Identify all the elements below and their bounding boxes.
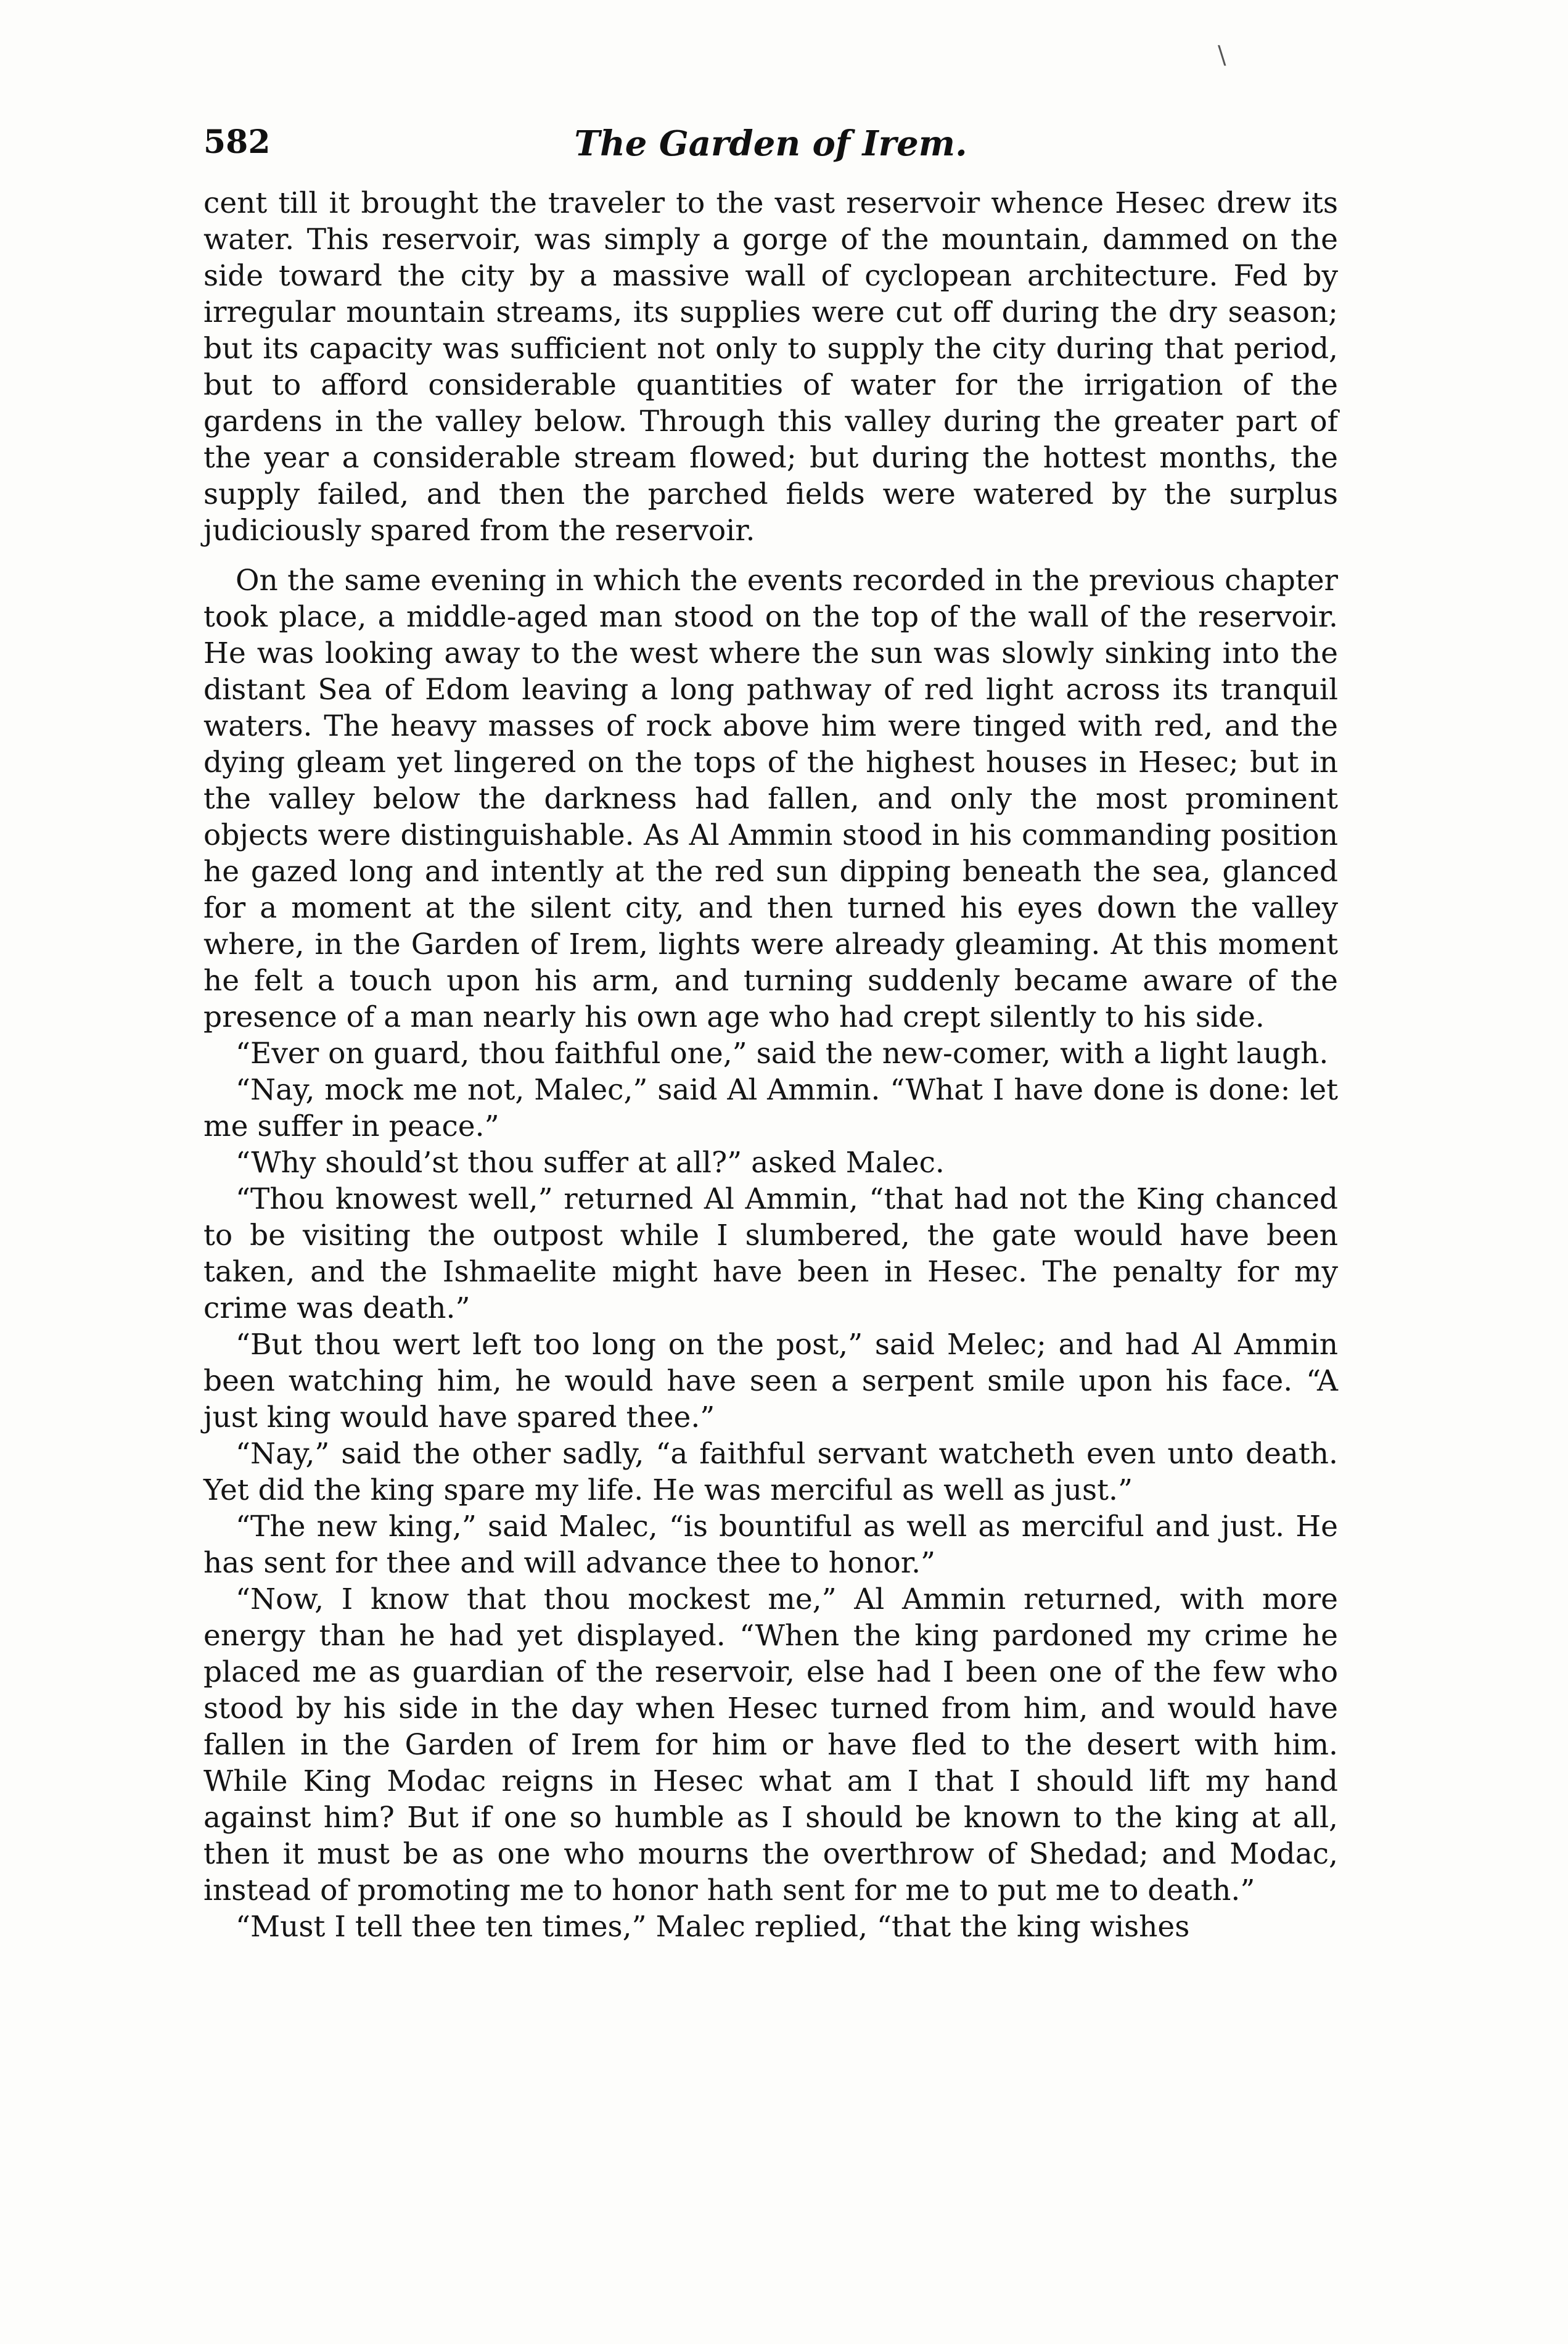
paragraph: “Nay, mock me not, Malec,” said Al Ammin. “What I have done is done: let me suffer in peace.”: [203, 1073, 1338, 1143]
paragraph: “Now, I know that thou mockest me,” Al Ammin returned, with more energy than he had yet displayed. “When the king pardoned my crime he placed me as guardian of the reservoir, else had I been one of the few who stood by his side in the day when Hesec turned from him, and would have fallen in the Garden of Irem for him or have fled to the desert with him. While King Modac reigns in Hesec what am I that I should lift my hand against him? But if one so humble as I should be known to the king at all, then it must be as one who mourns the overthrow of Shedad; and Modac, instead of promoting me to honor hath sent for me to put me to death.”: [203, 1582, 1338, 1907]
paragraph: “Must I tell thee ten times,” Malec replied, “that the king wishes: [236, 1910, 1190, 1944]
page-header: [203, 123, 1338, 173]
paragraph: “Ever on guard, thou faithful one,” said the new-comer, with a light laugh.: [236, 1037, 1329, 1071]
scan-speck: \: [1218, 41, 1226, 70]
paragraph: cent till it brought the traveler to the vast reservoir whence Hesec drew its water. This reservoir, was simply a gorge of the mountain, dammed on the side toward the city by a massive wall of cyclopean architecture. Fed by irregular mountain streams, its supplies were cut off during the dry season; but its capacity was sufficient not only to supply the city during that period, but to afford considerable quantities of water for the irrigation of the gardens in the valley below. Through this valley during the greater part of the year a considerable stream flowed; but during the hottest months, the supply failed, and then the parched fields were watered by the surplus judiciously spared from the reservoir.: [203, 186, 1338, 548]
paragraph: “Thou knowest well,” returned Al Ammin, “that had not the King chanced to be visiting the outpost while I slumbered, the gate would have been taken, and the Ishmaelite might have been in Hesec. The penalty for my crime was death.”: [203, 1182, 1338, 1325]
paragraph: “But thou wert left too long on the post,” said Melec; and had Al Ammin been watching him, he would have seen a serpent smile upon his face. “A just king would have spared thee.”: [203, 1328, 1338, 1434]
page-number: 582: [203, 123, 271, 161]
running-title: The Garden of Irem.: [574, 123, 967, 164]
paragraph: “Why should’st thou suffer at all?” asked Malec.: [236, 1146, 945, 1180]
paragraph: “Nay,” said the other sadly, “a faithful servant watcheth even unto death. Yet did the king spare my life. He was merciful as well as just.”: [203, 1437, 1338, 1507]
body-text: [203, 185, 1338, 1945]
paragraph: “The new king,” said Malec, “is bountiful as well as merciful and just. He has sent for thee and will advance thee to honor.”: [203, 1510, 1338, 1580]
paragraph: On the same evening in which the events recorded in the previous chapter took place, a middle-aged man stood on the top of the wall of the reservoir. He was looking away to the west where the sun was slowly sinking into the distant Sea of Edom leaving a long pathway of red light across its tranquil waters. The heavy masses of rock above him were tinged with red, and the dying gleam yet lingered on the tops of the highest houses in Hesec; but in the valley below the darkness had fallen, and only the most prominent objects were distinguishable. As Al Ammin stood in his commanding position he gazed long and intently at the red sun dipping beneath the sea, glanced for a moment at the silent city, and then turned his eyes down the valley where, in the Garden of Irem, lights were already gleaming. At this moment he felt a touch upon his arm, and turning suddenly became aware of the presence of a man nearly his own age who had crept silently to his side.: [203, 564, 1338, 1034]
